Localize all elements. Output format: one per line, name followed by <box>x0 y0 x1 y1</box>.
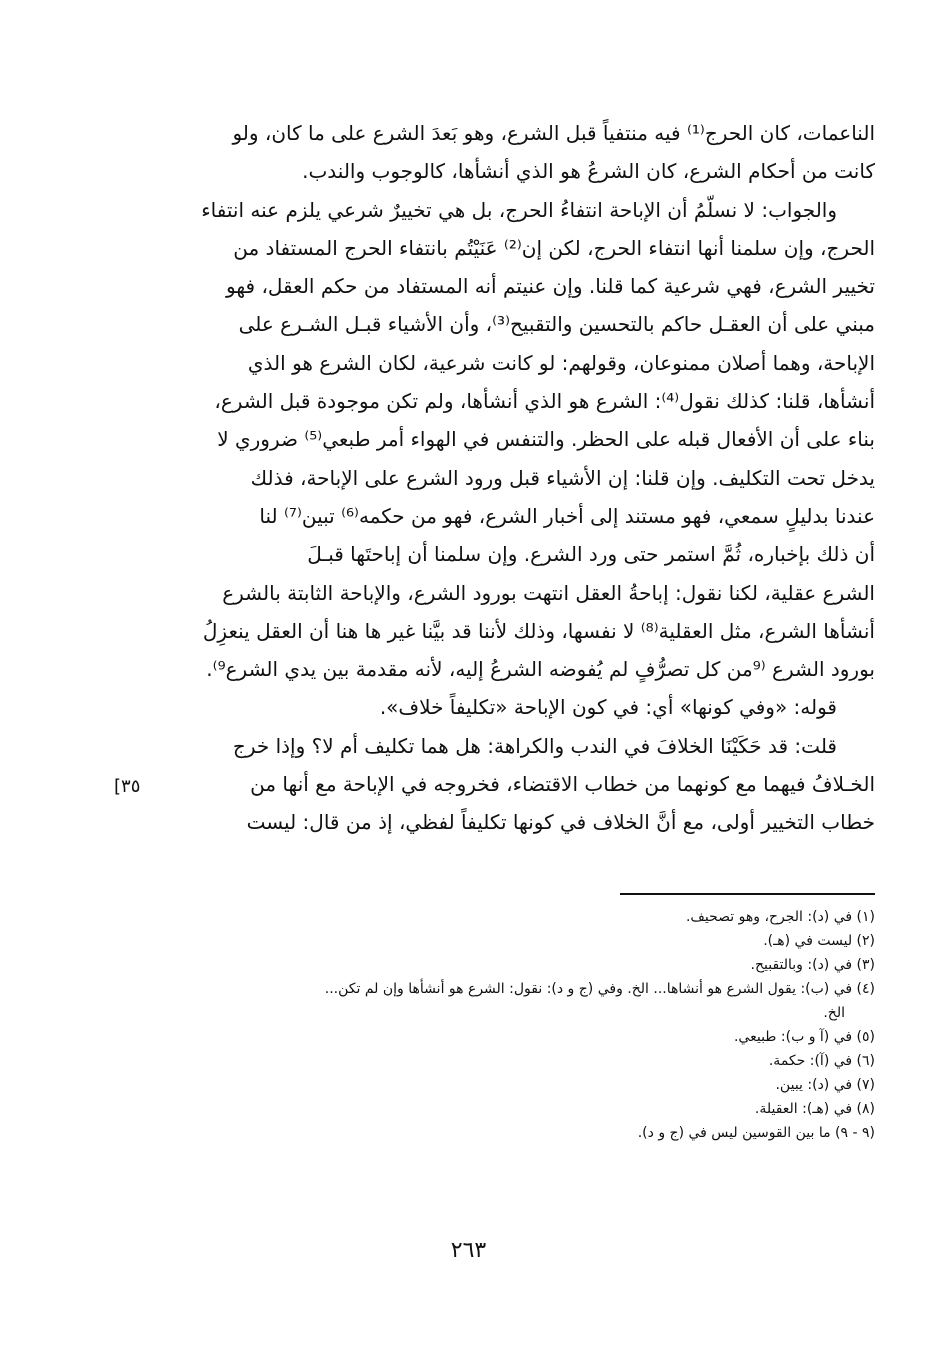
text-line: والجواب: لا نسلّمُ أن الإباحة انتفاءُ الحرج، بل هي تخييرٌ شرعي يلزم عنه انتفاء <box>201 197 837 222</box>
text-line: الإباحة، وهما أصلان ممنوعان، وقولهم: لو كانت شرعية، لكان الشرع هو الذي <box>247 350 875 375</box>
text-line: مبني على أن العقـل حاكم بالتحسين والتقبيح⁽³⁾، وأن الأشياء قبـل الشـرع على <box>238 312 875 337</box>
margin-page-reference: [٣٥ <box>114 776 141 797</box>
text-line: الناعمات، كان الحرج⁽¹⁾ فيه منتفياً قبل الشرع، وهو بَعدَ الشرع على ما كان، ولو <box>232 121 875 145</box>
text-line: خطاب التخيير أولى، مع أنَّ الخلاف في كونها تكليفاً لفظي، إذ من قال: ليست <box>246 810 875 835</box>
footnote: (١) في (د): الجرح، وهو تصحيف. <box>685 909 875 925</box>
text-line: بورود الشرع ⁽⁹من كل تصرُّفٍ لم يُفوضه الشرعُ إليه، لأنه مقدمة بين يدي الشرع⁹⁾. <box>206 657 875 682</box>
footnote-separator <box>620 893 875 895</box>
footnote: (٣) في (د): وبالتقبيح. <box>750 957 875 973</box>
footnote-continuation: الخ. <box>823 1005 845 1021</box>
footnote: (٧) في (د): يبين. <box>775 1077 875 1093</box>
text-line: بناء على أن الأفعال قبله على الحظر. والتنفس في الهواء أمر طبعي⁽⁵⁾ ضروري لا <box>217 427 875 452</box>
footnote: (٦) في (آ): حكمة. <box>768 1053 875 1069</box>
main-text <box>160 114 875 842</box>
page-number: ٢٦٣ <box>450 1238 487 1263</box>
text-line: أن ذلك بإخباره، ثُمَّ استمر حتى ورد الشرع. وإن سلمنا أن إباحتَها قبـلَ <box>307 542 875 567</box>
text-line: الحرج، وإن سلمنا أنها انتفاء الحرج، لكن إن⁽²⁾ عَنَيْتُم بانتفاء الحرج المستفاد من <box>233 235 875 260</box>
text-line: الخـلافُ فيهما مع كونهما من خطاب الاقتضاء، فخروجه في الإباحة مع أنها من <box>250 772 875 797</box>
footnotes <box>160 905 875 1145</box>
text-line: قوله: «وفي كونها» أي: في كون الإباحة «تكليفاً خلاف». <box>379 695 837 720</box>
text-line: أنشأها، قلنا: كذلك نقول⁽⁴⁾: الشرع هو الذي أنشأها، ولم تكن موجودة قبل الشرع، <box>214 389 875 414</box>
text-line: كانت من أحكام الشرع، كان الشرعُ هو الذي أنشأها، كالوجوب والندب. <box>302 159 875 184</box>
text-line: عندنا بدليلٍ سمعي، فهو مستند إلى أخبار الشرع، فهو من حكمه⁽⁶⁾ تبين⁽⁷⁾ لنا <box>259 503 875 528</box>
footnote: (٩ - ٩) ما بين القوسين ليس في (ج و د). <box>637 1125 875 1141</box>
footnote: (٨) في (هـ): العقيلة. <box>754 1101 875 1117</box>
text-line: تخيير الشرع، فهي شرعية كما قلنا. وإن عنيتم أنه المستفاد من حكم العقل، فهو <box>225 274 875 299</box>
text-line: قلت: قد حَكَيْنَا الخلافَ في الندب والكراهة: هل هما تكليف أم لا؟ وإذا خرج <box>232 733 837 758</box>
text-line: الشرع عقلية، لكنا نقول: إباحةُ العقل انتهت بورود الشرع، والإباحة الثابتة بالشرع <box>222 580 875 605</box>
text-line: أنشأها الشرع، مثل العقلية⁽⁸⁾ لا نفسها، وذلك لأننا قد بيَّنا غير ها هنا أن العقل ينعزِلُ <box>202 618 875 643</box>
footnote: (٥) في (آ و ب): طبيعي. <box>733 1029 875 1045</box>
text-line: يدخل تحت التكليف. وإن قلنا: إن الأشياء قبل ورود الشرع على الإباحة، فذلك <box>250 465 875 490</box>
footnote: (٢) ليست في (هـ). <box>763 933 875 949</box>
footnote: (٤) في (ب): يقول الشرع هو أنشاها... الخ. وفي (ج و د): نقول: الشرع هو أنشأها وإن لم تكن... <box>324 981 875 997</box>
